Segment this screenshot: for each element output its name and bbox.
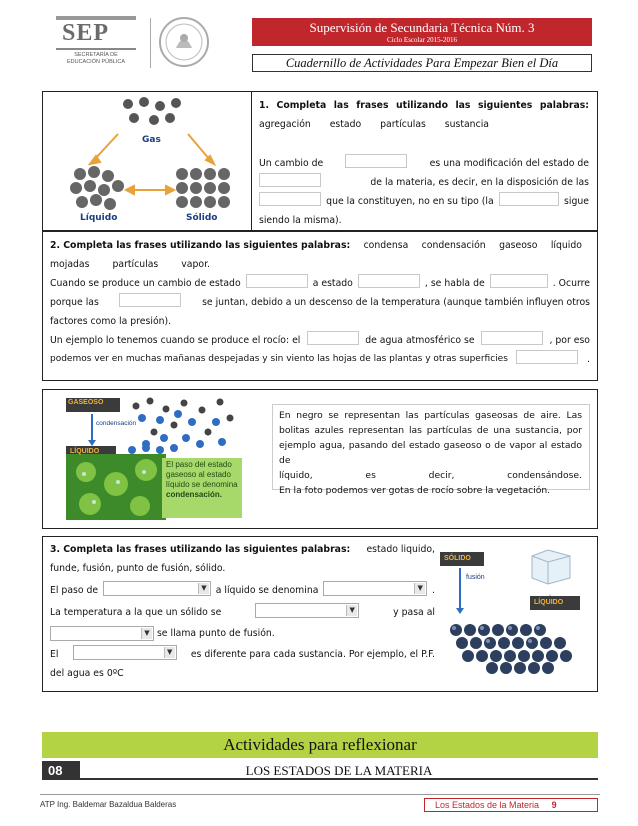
blank-input[interactable] (259, 173, 321, 187)
sentence-part: Cuando se produce un cambio de estado (50, 278, 241, 289)
gaseoso-label: GASEOSO (68, 399, 104, 406)
chevron-down-icon: ▼ (164, 647, 175, 658)
blank-input[interactable] (246, 274, 308, 288)
exercise-1-heading: 1. Completa las frases utilizando las siguientes palabras: (259, 100, 589, 111)
header-title: Supervisión de Secundaria Técnica Núm. 3 (309, 20, 535, 35)
sentence-part: a líquido se denomina (215, 585, 319, 596)
exercise-2-line-2 (50, 293, 590, 312)
sentence-part: , se habla de (424, 278, 485, 289)
sentence-part: de agua atmosférico se (365, 335, 475, 346)
sentence-part: El (50, 649, 59, 660)
word: estado liquido, (366, 544, 435, 555)
exercise-2 (50, 236, 590, 369)
word: partículas (112, 259, 159, 270)
author: ATP Ing. Baldemar Bazaldua Balderas (40, 800, 177, 809)
exercise-2-line-1 (50, 274, 590, 293)
sentence-part: porque las (50, 297, 99, 308)
sentence-part: , por eso (549, 335, 590, 346)
sentence-part: se juntan, debido a un descenso de la temperatura (aunque también influyen otros (202, 297, 590, 308)
info-paragraph: En negro se representan las partículas gaseosas de aire. Las bolitas azules representan las partículas de una sustancia, por ejemplo agua, pasando del estado gaseoso o de vapor al estado de (279, 410, 582, 466)
exercise-3-line-5: del agua es 0ºC (50, 668, 124, 679)
sentence-part: . (432, 585, 435, 596)
school-cycle: Ciclo Escolar 2015-2016 (387, 36, 457, 44)
info-word: condensándose. (507, 470, 582, 481)
sep-subtitle-2: EDUCACIÓN PÚBLICA (66, 59, 126, 65)
reflection-banner: Actividades para reflexionar (42, 732, 598, 758)
info-last-line: En la foto podemos ver gotas de rocío sobre la vegetación. (279, 485, 551, 496)
exercise-2-heading-row (50, 236, 590, 255)
exercise-3-heading: 3. Completa las frases utilizando las siguientes palabras: (50, 544, 351, 555)
sentence-part: . (587, 354, 590, 365)
diagram1-gas-label: Gas (142, 135, 161, 145)
exercise-2-line-5 (50, 350, 590, 369)
section-name: Los Estados de la Materia (435, 800, 540, 810)
condensation-caption (166, 460, 242, 500)
states-of-matter-diagram (60, 94, 246, 228)
booklet-title: Cuadernillo de Actividades Para Empezar Bien el Día (252, 54, 592, 72)
word: partículas (380, 119, 426, 130)
sentence-part: Un ejemplo lo tenemos cuando se produce el rocío: el (50, 335, 301, 346)
sentence-part: es diferente para cada sustancia. Por ejemplo, el P.F. (190, 649, 435, 660)
gas-particles (123, 97, 181, 125)
dropdown-select[interactable] (103, 581, 211, 596)
word: gaseoso (499, 240, 538, 251)
exercise-3-line-1 (50, 581, 435, 600)
sentence-part: sigue (564, 196, 589, 207)
exercise-3-heading-row (50, 540, 435, 559)
exercise-3-line-4 (50, 645, 435, 664)
blank-input[interactable] (490, 274, 548, 288)
info-word: líquido, (279, 470, 313, 481)
word: estado (329, 119, 362, 130)
blank-input[interactable] (499, 192, 559, 206)
fusion-diagram (436, 546, 586, 682)
exercise-2-line-4 (50, 331, 590, 350)
exercise-1-wordlist (259, 115, 489, 134)
blank-input[interactable] (481, 331, 543, 345)
chevron-down-icon: ▼ (346, 605, 357, 616)
word: vapor. (181, 259, 210, 270)
dropdown-select[interactable] (255, 603, 359, 618)
exercise-1 (259, 96, 589, 230)
caption-text: El paso del estado gaseoso al estado líquido se denomina (166, 460, 238, 489)
sentence-part: se llama punto de fusión. (156, 628, 275, 639)
sep-text: SEP (62, 20, 110, 46)
sentence-part: Un cambio de (259, 158, 324, 169)
exercise-1-line-1 (259, 154, 589, 173)
exercise-3-line-2 (50, 603, 435, 622)
blank-input[interactable] (307, 331, 359, 345)
sep-subtitle-1: SECRETARÍA DE (74, 52, 118, 58)
exercise-3 (50, 540, 435, 683)
exercise-2-heading: 2. Completa las frases utilizando las siguientes palabras: (50, 240, 351, 251)
exercise-3-line-3 (50, 624, 435, 643)
sentence-part: La temperatura a la que un sólido se (50, 607, 222, 618)
word: condensa (363, 240, 409, 251)
blank-input[interactable] (358, 274, 420, 288)
sentence-part: es una modificación del estado de (429, 158, 589, 169)
word: mojadas (50, 259, 90, 270)
sentence-part: y pasa al (393, 607, 435, 618)
vertical-divider (150, 18, 151, 68)
info-text (279, 408, 582, 498)
word: sustancia (444, 119, 489, 130)
sentence-part: El paso de (50, 585, 99, 596)
info-word: decir, (428, 470, 455, 481)
blank-input[interactable] (119, 293, 181, 307)
sentence-part: . Ocurre (552, 278, 590, 289)
exercise-2-line-3: factores como la presión). (50, 316, 172, 327)
info-line (279, 468, 582, 483)
liquido-label: LÍQUIDO (70, 448, 100, 455)
fusion-label: fusión (466, 574, 485, 581)
header-banner (252, 18, 592, 46)
chevron-down-icon: ▼ (141, 628, 152, 639)
chevron-down-icon: ▼ (414, 583, 425, 594)
sep-logo (44, 14, 148, 74)
topic-title: LOS ESTADOS DE LA MATERIA (80, 761, 598, 780)
sentence-part: de la materia, es decir, en la disposición de las (370, 177, 589, 188)
diagram1-liquido-label: Líquido (80, 213, 118, 223)
chevron-down-icon: ▼ (198, 583, 209, 594)
exercise-1-line-2 (259, 173, 589, 192)
caption-bold: condensación. (166, 490, 223, 499)
exercise-1-line-4: siendo la misma). (259, 215, 342, 226)
sentence-part: a estado (312, 278, 353, 289)
dropdown-select[interactable] (73, 645, 177, 660)
blank-input[interactable] (516, 350, 578, 364)
national-seal-icon (156, 14, 212, 70)
condensacion-label: condensación (96, 420, 137, 427)
sep-logo-line (56, 48, 136, 50)
diagram1-solido-label: Sólido (186, 213, 218, 223)
fusion-liquido-label: LÍQUIDO (534, 599, 564, 606)
word: condensación (421, 240, 486, 251)
exercise-2-wordlist-2 (50, 255, 210, 274)
section-number: 08 (42, 761, 80, 780)
page-number: 9 (551, 800, 557, 810)
footer-divider (40, 794, 600, 795)
sentence-part: podemos ver en muchas mañanas despejadas y sin viento las hojas de las plantas y otras superficies (50, 354, 508, 364)
exercise-3-words: funde, fusión, punto de fusión, sólido. (50, 563, 226, 574)
footer-section (424, 798, 598, 812)
fusion-solido-label: SÓLIDO (444, 555, 471, 562)
word: agregación (259, 119, 311, 130)
condensation-diagram (62, 392, 252, 524)
sentence-part: que la constituyen, no en su tipo (la (326, 196, 494, 207)
blank-input[interactable] (345, 154, 407, 168)
blank-input[interactable] (259, 192, 321, 206)
exercise-1-line-3 (259, 192, 589, 211)
dropdown-select[interactable] (323, 581, 427, 596)
word: líquido (550, 240, 582, 251)
info-word: es (365, 470, 376, 481)
dropdown-select[interactable] (50, 626, 154, 641)
